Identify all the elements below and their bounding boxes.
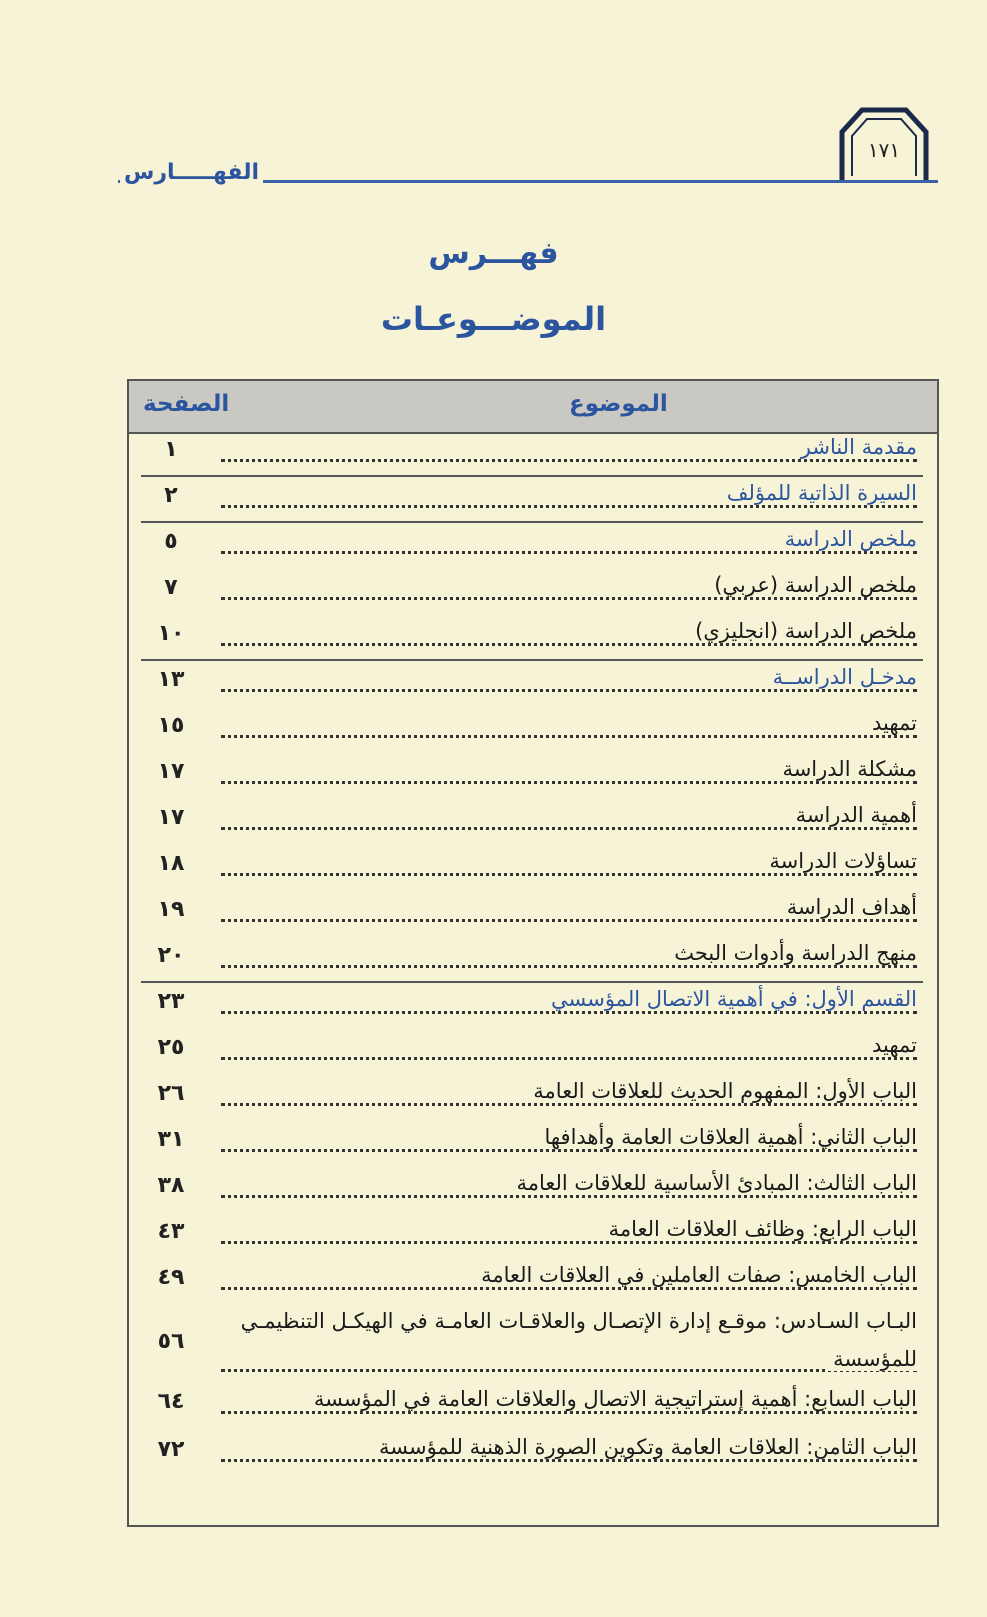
toc-row <box>129 709 937 749</box>
toc-entry-label: منهج الدراسة وأدوات البحث <box>668 941 917 965</box>
section-separator <box>141 981 923 983</box>
leader-dots <box>221 1459 917 1462</box>
toc-row <box>129 893 937 933</box>
toc-page-number: ١٧ <box>157 759 185 784</box>
toc-entry-label: الباب الثامن: العلاقات العامة وتكوين الصورة الذهنية للمؤسسة <box>373 1435 917 1459</box>
toc-row <box>129 525 937 565</box>
toc-row <box>129 939 937 979</box>
toc-entry-label: الباب الرابع: وظائف العلاقات العامة <box>603 1217 917 1241</box>
toc-row <box>129 755 937 795</box>
leader-dots <box>221 873 917 876</box>
toc-entry-label: ملخص الدراسة (انجليزي) <box>689 619 917 643</box>
toc-entry-label: الباب الثالث: المبادئ الأساسية للعلاقات العامة <box>510 1171 917 1195</box>
toc-entry-label: تمهيد <box>866 711 917 735</box>
section-separator <box>141 659 923 661</box>
page-number-badge <box>838 106 930 182</box>
toc-row <box>129 571 937 611</box>
running-header-title: الفهـــــارس <box>120 160 263 185</box>
toc-row <box>129 985 937 1025</box>
leader-dots <box>221 1011 917 1014</box>
toc-row <box>129 479 937 519</box>
toc-page-number: ٥٦ <box>157 1329 185 1354</box>
toc-page-number: ٧ <box>164 575 178 600</box>
leader-dots <box>221 597 917 600</box>
toc-row <box>129 1385 937 1425</box>
toc-row <box>129 1123 937 1163</box>
leader-dots <box>221 1241 917 1244</box>
leader-dots <box>221 827 917 830</box>
toc-row <box>129 1307 937 1383</box>
toc-page-number: ١ <box>164 437 178 462</box>
leader-dots <box>221 735 917 738</box>
leader-dots <box>221 1103 917 1106</box>
column-header-topic: الموضوع <box>569 391 668 417</box>
toc-page-number: ٢٥ <box>157 1035 185 1060</box>
toc-row <box>129 663 937 703</box>
toc-row <box>129 1169 937 1209</box>
toc-page-number: ٢٣ <box>157 989 185 1014</box>
toc-page-number: ٤٩ <box>157 1265 185 1290</box>
toc-page-number: ١٩ <box>157 897 185 922</box>
leader-dots <box>221 643 917 646</box>
toc-entry-label: مدخـل الدراســة <box>767 665 917 689</box>
leader-dots <box>221 1057 917 1060</box>
toc-row <box>129 1215 937 1255</box>
toc-entry-label: تمهيد <box>866 1033 917 1057</box>
toc-row <box>129 847 937 887</box>
toc-row <box>129 433 937 473</box>
toc-page-number: ٢٦ <box>157 1081 185 1106</box>
page-number: ١٧١ <box>867 138 901 162</box>
toc-entry-label: السيرة الذاتية للمؤلف <box>721 481 917 505</box>
toc-page-number: ٣١ <box>157 1127 185 1152</box>
toc-entry-label-continuation: للمؤسسة <box>827 1347 917 1371</box>
toc-entry-label: ملخص الدراسة <box>779 527 917 551</box>
index-title: فهـــرس <box>428 236 559 271</box>
toc-page-number: ٢٠ <box>157 943 185 968</box>
toc-page-number: ٣٨ <box>157 1173 185 1198</box>
leader-dots <box>221 1411 917 1414</box>
toc-row <box>129 1261 937 1301</box>
section-separator <box>141 475 923 477</box>
toc-header-row <box>129 381 937 434</box>
toc-row <box>129 1031 937 1071</box>
toc-entry-label: البـاب السـادس: موقـع إدارة الإتصـال والعلاقـات العامـة في الهيكـل التنظيمـي <box>235 1309 917 1333</box>
toc-entry-label: الباب السابع: أهمية إستراتيجية الاتصال والعلاقات العامة في المؤسسة <box>308 1387 917 1411</box>
toc-page-number: ٤٣ <box>157 1219 185 1244</box>
toc-page-number: ١٥ <box>157 713 185 738</box>
toc-row <box>129 1433 937 1473</box>
toc-page-number: ٧٢ <box>157 1437 185 1462</box>
leader-dots <box>221 459 917 462</box>
toc-page-number: ٥ <box>164 529 178 554</box>
toc-row <box>129 1077 937 1117</box>
toc-row <box>129 801 937 841</box>
toc-entry-label: مشكلة الدراسة <box>776 757 917 781</box>
leader-dots <box>221 689 917 692</box>
toc-entry-label: الباب الثاني: أهمية العلاقات العامة وأهدافها <box>538 1125 917 1149</box>
toc-page-number: ١٨ <box>157 851 185 876</box>
toc-table <box>127 379 939 1527</box>
toc-entry-label: أهمية الدراسة <box>790 803 917 827</box>
leader-dots <box>221 781 917 784</box>
column-header-page: الصفحة <box>143 391 230 417</box>
leader-dots <box>221 1195 917 1198</box>
leader-dots <box>221 1287 917 1290</box>
leader-dots <box>221 1149 917 1152</box>
leader-dots <box>221 965 917 968</box>
toc-entry-label: أهداف الدراسة <box>781 895 917 919</box>
leader-dots <box>221 1369 917 1372</box>
toc-row <box>129 617 937 657</box>
leader-dots <box>221 505 917 508</box>
toc-entry-label: القسم الأول: في أهمية الاتصال المؤسسي <box>545 987 917 1011</box>
toc-page-number: ٦٤ <box>157 1389 185 1414</box>
leader-dots <box>221 919 917 922</box>
toc-entry-label: الباب الأول: المفهوم الحديث للعلاقات العامة <box>527 1079 917 1103</box>
toc-page-number: ١٠ <box>157 621 185 646</box>
toc-entry-label: ملخص الدراسة (عربي) <box>708 573 917 597</box>
toc-page-number: ١٧ <box>157 805 185 830</box>
section-separator <box>141 521 923 523</box>
leader-dots <box>221 551 917 554</box>
topics-title: الموضـــوعـات <box>380 300 607 338</box>
toc-entry-label: الباب الخامس: صفات العاملين في العلاقات العامة <box>475 1263 917 1287</box>
toc-entry-label: مقدمة الناشر <box>795 435 917 459</box>
toc-page-number: ١٣ <box>157 667 185 692</box>
toc-entry-label: تساؤلات الدراسة <box>763 849 917 873</box>
toc-page-number: ٢ <box>164 483 178 508</box>
